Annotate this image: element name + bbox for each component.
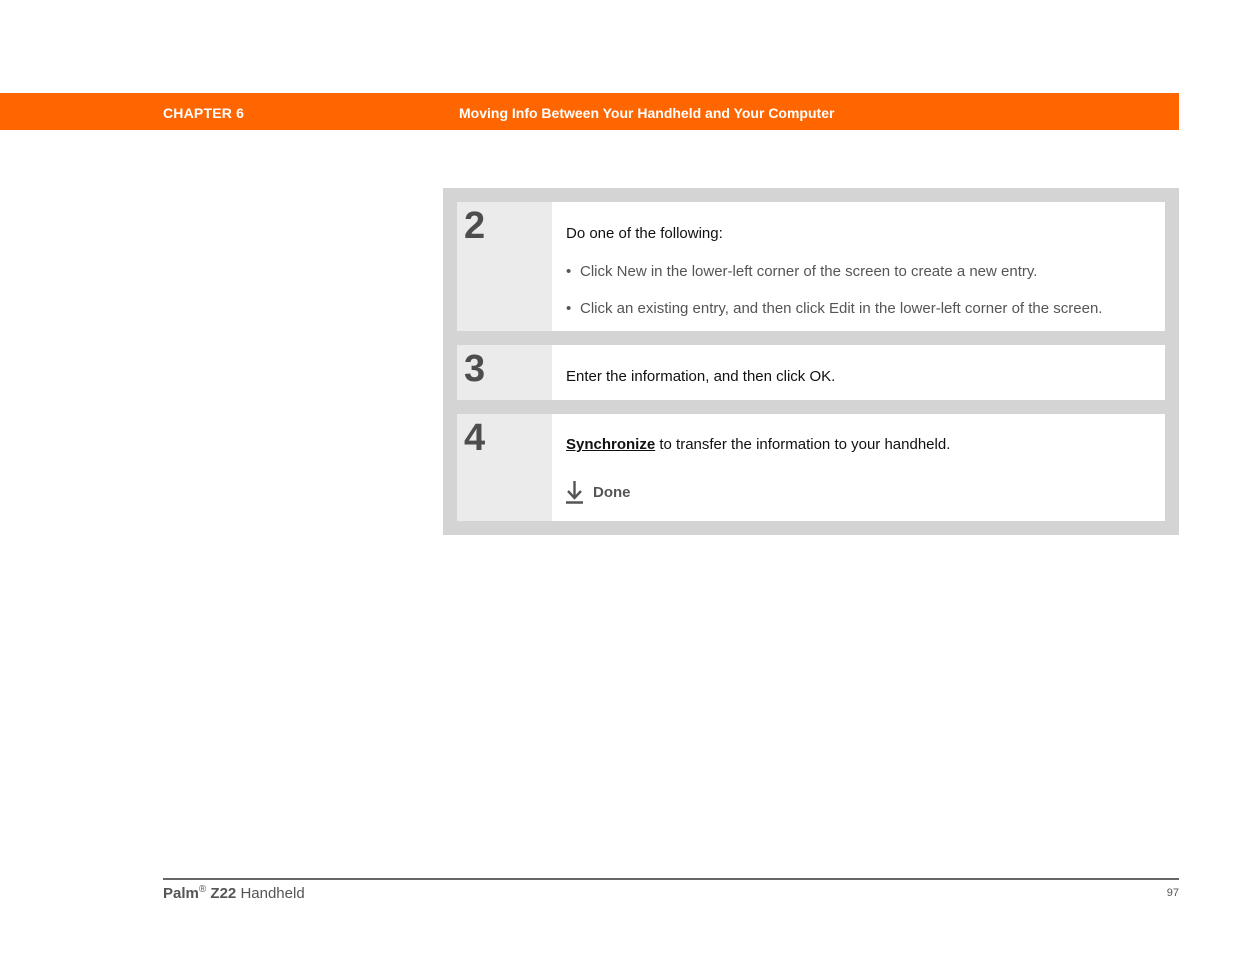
step-number: 2 xyxy=(464,205,486,247)
steps-panel xyxy=(443,188,1179,535)
footer-rule xyxy=(163,878,1179,880)
step-intro: Do one of the following: xyxy=(566,225,723,242)
step-number-cell xyxy=(457,414,552,521)
step-number: 4 xyxy=(464,417,486,459)
chapter-title: Moving Info Between Your Handheld and Your Computer xyxy=(459,105,835,121)
bullet-item xyxy=(566,300,1102,317)
step-text: Enter the information, and then click OK. xyxy=(566,368,836,385)
done-label: Done xyxy=(593,483,631,501)
bullet-item xyxy=(566,263,1037,280)
step-body xyxy=(552,414,1165,521)
step-4 xyxy=(457,414,1165,521)
synchronize-link[interactable]: Synchronize xyxy=(566,436,656,453)
step-number-cell xyxy=(457,345,552,400)
done-marker xyxy=(566,480,631,504)
step-text xyxy=(566,436,950,453)
bullet-text: Click New in the lower-left corner of the screen to create a new entry. xyxy=(580,263,1038,280)
step-3 xyxy=(457,345,1165,400)
chapter-label: CHAPTER 6 xyxy=(163,105,245,121)
step-body xyxy=(552,202,1165,331)
step-number: 3 xyxy=(464,348,486,390)
bullet-dot: • xyxy=(566,300,572,317)
step-body xyxy=(552,345,1165,400)
registered-mark: ® xyxy=(198,884,207,895)
step-text-rest: to transfer the information to your handheld. xyxy=(655,436,951,453)
footer-product-name: Handheld xyxy=(240,885,305,902)
footer-model: Z22 xyxy=(210,885,237,902)
bullet-text: Click an existing entry, and then click Edit in the lower-left corner of the screen. xyxy=(580,300,1103,317)
step-2 xyxy=(457,202,1165,331)
footer-brand: Palm xyxy=(163,885,199,902)
step-number-cell xyxy=(457,202,552,331)
page-number: 97 xyxy=(1166,887,1179,899)
arrow-down-icon xyxy=(566,480,583,504)
footer-product xyxy=(163,884,305,902)
bullet-dot: • xyxy=(566,263,572,280)
